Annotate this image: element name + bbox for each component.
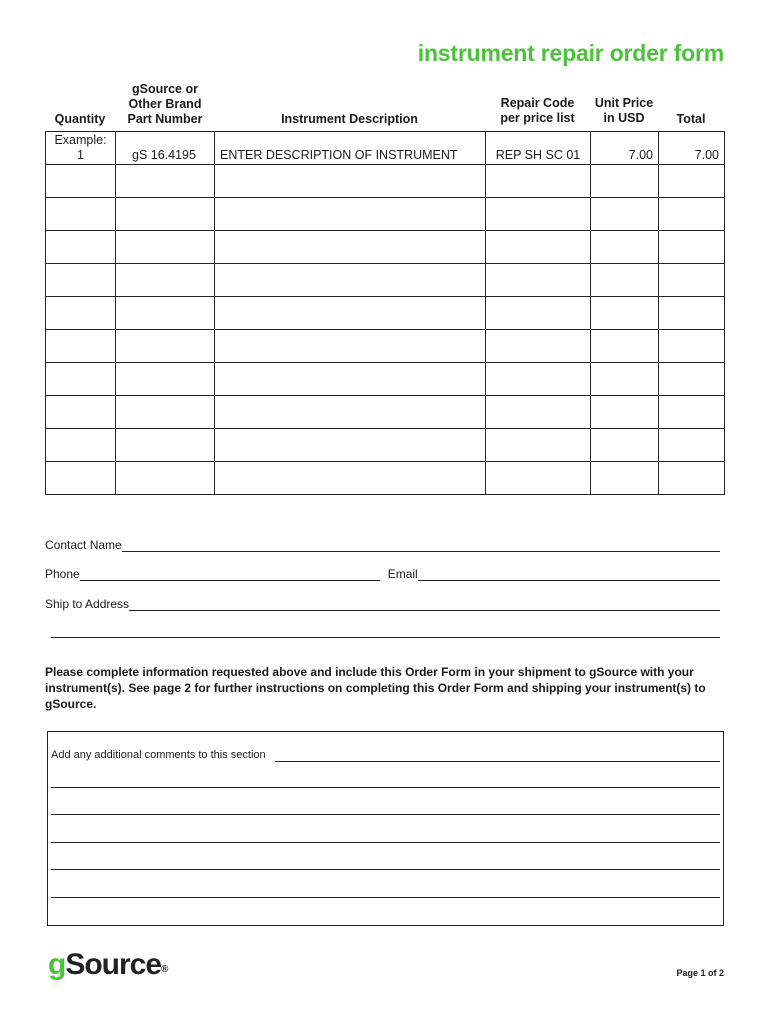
example-part-number[interactable]: gS 16.4195 [116, 132, 215, 165]
order-cell-total[interactable] [659, 429, 725, 462]
order-cell-description[interactable] [215, 429, 486, 462]
order-table-body [46, 132, 725, 495]
ship-address-row [45, 597, 720, 611]
order-row [46, 264, 725, 297]
order-row [46, 429, 725, 462]
example-unit-price[interactable]: 7.00 [591, 132, 659, 165]
example-total[interactable]: 7.00 [659, 132, 725, 165]
phone-field[interactable] [80, 567, 380, 581]
order-cell-part-number[interactable] [116, 264, 215, 297]
order-cell-total[interactable] [659, 165, 725, 198]
order-cell-description[interactable] [215, 330, 486, 363]
col-header-description [214, 112, 485, 127]
order-cell-total[interactable] [659, 198, 725, 231]
order-row [46, 231, 725, 264]
order-cell-total[interactable] [659, 264, 725, 297]
order-row [46, 297, 725, 330]
order-cell-repair-code[interactable] [486, 396, 591, 429]
example-label: Example: [54, 133, 107, 147]
contact-name-field[interactable] [122, 538, 720, 552]
order-cell-description[interactable] [215, 363, 486, 396]
order-cell-repair-code[interactable] [486, 363, 591, 396]
order-cell-total[interactable] [659, 363, 725, 396]
ship-address-field-line2[interactable] [51, 624, 720, 638]
logo-source: Source [65, 948, 162, 981]
order-cell-total[interactable] [659, 231, 725, 264]
comments-line-1[interactable] [275, 761, 720, 762]
example-quantity: 1 [77, 148, 84, 162]
order-cell-part-number[interactable] [116, 462, 215, 495]
order-cell-total[interactable] [659, 297, 725, 330]
order-cell-unit-price[interactable] [591, 297, 659, 330]
order-cell-repair-code[interactable] [486, 429, 591, 462]
col-header-quantity [45, 112, 115, 127]
example-row [46, 132, 725, 165]
example-repair-code[interactable]: REP SH SC 01 [486, 132, 591, 165]
order-cell-part-number[interactable] [116, 396, 215, 429]
order-cell-repair-code[interactable] [486, 264, 591, 297]
order-cell-part-number[interactable] [116, 429, 215, 462]
contact-name-row [45, 538, 720, 552]
comments-line-5[interactable] [51, 869, 720, 870]
col-header-part-line3: Part Number [127, 112, 203, 126]
order-cell-unit-price[interactable] [591, 396, 659, 429]
contact-name-label: Contact Name [45, 538, 122, 552]
order-cell-description[interactable] [215, 198, 486, 231]
order-cell-unit-price[interactable] [591, 462, 659, 495]
order-row [46, 363, 725, 396]
order-cell-quantity[interactable] [46, 330, 116, 363]
example-description[interactable]: ENTER DESCRIPTION OF INSTRUMENT [215, 132, 486, 165]
col-header-code-line2: per price list [500, 111, 575, 125]
example-quantity-cell[interactable] [46, 132, 116, 165]
order-cell-quantity[interactable] [46, 231, 116, 264]
order-cell-unit-price[interactable] [591, 330, 659, 363]
order-cell-part-number[interactable] [116, 363, 215, 396]
order-cell-part-number[interactable] [116, 231, 215, 264]
comments-line-3[interactable] [51, 814, 720, 815]
comments-line-4[interactable] [51, 842, 720, 843]
gsource-logo [48, 948, 168, 982]
order-row [46, 198, 725, 231]
ship-address-field[interactable] [129, 597, 720, 611]
col-header-price-line2: in USD [603, 111, 645, 125]
order-cell-quantity[interactable] [46, 165, 116, 198]
col-header-part-number [115, 82, 215, 127]
order-cell-unit-price[interactable] [591, 165, 659, 198]
phone-email-row [45, 567, 720, 581]
order-cell-unit-price[interactable] [591, 231, 659, 264]
order-cell-total[interactable] [659, 462, 725, 495]
order-cell-description[interactable] [215, 297, 486, 330]
order-cell-part-number[interactable] [116, 330, 215, 363]
order-cell-quantity[interactable] [46, 264, 116, 297]
order-row [46, 396, 725, 429]
col-header-description-text: Instrument Description [281, 112, 418, 126]
col-header-part-line2: Other Brand [128, 97, 202, 111]
logo-registered-mark: ® [161, 964, 169, 975]
col-header-part-line1: gSource or [132, 82, 198, 96]
order-cell-description[interactable] [215, 396, 486, 429]
col-header-quantity-text: Quantity [54, 112, 106, 126]
order-cell-unit-price[interactable] [591, 198, 659, 231]
order-cell-repair-code[interactable] [486, 462, 591, 495]
col-header-unit-price [590, 96, 658, 126]
instructions-note: Please complete information requested above and include this Order Form in your shipment to gSource with your instrument(s). See page 2 for further instructions on completing this Order Form and shipping your instrument(s) to gSource. [45, 665, 706, 711]
order-row [46, 330, 725, 363]
order-cell-part-number[interactable] [116, 198, 215, 231]
order-cell-unit-price[interactable] [591, 264, 659, 297]
order-cell-repair-code[interactable] [486, 231, 591, 264]
order-cell-unit-price[interactable] [591, 363, 659, 396]
phone-label: Phone [45, 567, 80, 581]
comments-line-2[interactable] [51, 787, 720, 788]
order-row [46, 462, 725, 495]
ship-address-label: Ship to Address [45, 597, 130, 611]
order-cell-repair-code[interactable] [486, 165, 591, 198]
order-cell-total[interactable] [659, 330, 725, 363]
order-cell-repair-code[interactable] [486, 330, 591, 363]
order-cell-total[interactable] [659, 396, 725, 429]
order-cell-part-number[interactable] [116, 165, 215, 198]
order-cell-quantity[interactable] [46, 297, 116, 330]
order-cell-quantity[interactable] [46, 429, 116, 462]
order-cell-description[interactable] [215, 165, 486, 198]
logo-g: g [48, 948, 66, 981]
col-header-code-line1: Repair Code [500, 96, 575, 110]
order-table [45, 131, 725, 495]
order-cell-description[interactable] [215, 462, 486, 495]
order-cell-unit-price[interactable] [591, 429, 659, 462]
order-cell-quantity[interactable] [46, 396, 116, 429]
col-header-price-line1: Unit Price [594, 96, 654, 110]
order-cell-quantity[interactable] [46, 363, 116, 396]
page-number: Page 1 of 2 [676, 968, 724, 978]
email-label: Email [387, 567, 418, 581]
order-cell-repair-code[interactable] [486, 297, 591, 330]
order-cell-part-number[interactable] [116, 297, 215, 330]
order-row [46, 165, 725, 198]
comments-label: Add any additional comments to this section [51, 749, 266, 761]
col-header-total-text: Total [676, 112, 706, 126]
email-field[interactable] [418, 567, 720, 581]
comments-box [47, 731, 724, 926]
order-cell-quantity[interactable] [46, 462, 116, 495]
order-cell-description[interactable] [215, 264, 486, 297]
form-title: instrument repair order form [417, 40, 724, 66]
order-cell-quantity[interactable] [46, 198, 116, 231]
order-cell-description[interactable] [215, 231, 486, 264]
comments-line-6[interactable] [51, 897, 720, 898]
col-header-total [658, 112, 724, 127]
col-header-repair-code [485, 96, 590, 126]
order-cell-repair-code[interactable] [486, 198, 591, 231]
